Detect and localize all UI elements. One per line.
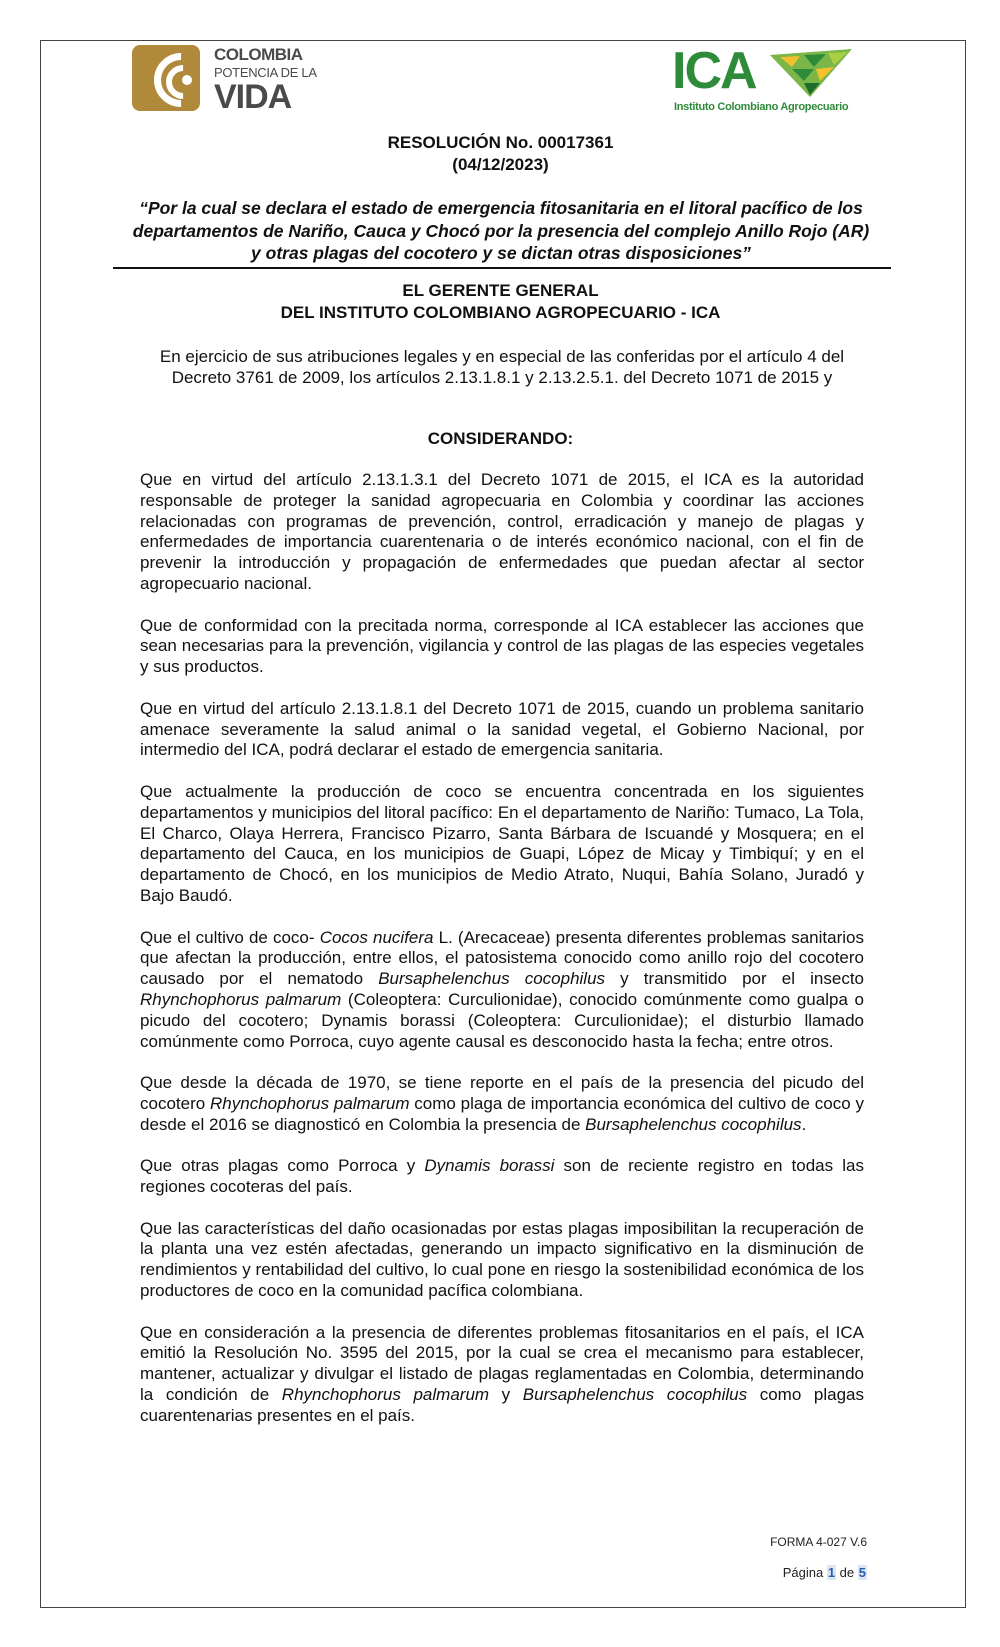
ica-logo-name: ICA (672, 42, 756, 100)
paragraph-7: Que otras plagas como Porroca y Dynamis borassi son de reciente registro en todas las regiones cocoteras del país. (140, 1156, 864, 1197)
paragraph-2: Que de conformidad con la precitada norma, corresponde al ICA establecer las acciones que sean necesarias para la prevención, vigilancia y control de las plagas de las especies vegetales y sus productos. (140, 615, 864, 677)
species-name: Bursaphelenchus cocophilus (378, 969, 606, 989)
logo-left-line1: COLOMBIA (214, 45, 303, 64)
logo-left-line2: POTENCIA DE LA (214, 65, 317, 80)
species-name: Rhynchophorus palmarum (210, 1093, 410, 1113)
form-code: FORMA 4-027 V.6 (770, 1535, 867, 1549)
colombia-logo-mark-icon (132, 45, 200, 111)
paragraph-1: Que en virtud del artículo 2.13.1.3.1 del Decreto 1071 de 2015, el ICA es la autoridad responsable de proteger la sanidad agropecuaria en Colombia y coordinar las acciones relacionadas con programas de prevención, control, erradicación y manejo de plagas y enfermedades de importancia cuarentenaria o de interés económico nacional, con el fin de prevenir la introducción y propagación de enfermedades que puedan afectar al sector agropecuario nacional. (140, 470, 864, 593)
considerations-body (140, 470, 864, 1447)
ica-leaf-icon (770, 49, 852, 97)
paragraph-6: Que desde la década de 1970, se tiene reporte en el país de la presencia del picudo del cocotero Rhynchophorus palmarum como plaga de importancia económica del cultivo de coco y desde el 2016 se diagnosticó en Colombia la presencia de Bursaphelenchus cocophilus. (140, 1073, 864, 1134)
page-current: 1 (827, 1565, 836, 1580)
species-name: Rhynchophorus palmarum (281, 1385, 490, 1405)
legal-powers: En ejercicio de sus atribuciones legales y en especial de las conferidas por el artículo 4 del Decreto 3761 de 2009, los artículos 2.13.1.8.1 y 2.13.2.5.1. del Decreto 1071 de 2015 y (159, 347, 845, 387)
paragraph-4: Que actualmente la producción de coco se encuentra concentrada en los siguientes departamentos y municipios del litoral pacífico: En el departamento de Nariño: Tumaco, La Tola, El Charco, Olaya Herrera, Francisco Pizarro, Santa Bárbara de Iscuandé y Mosquera; en el departamento del Cauca, en los municipios de Guapi, López de Micay y Timbiquí; y en el departamento de Chocó, en los municipios de Medio Atrato, Nuqui, Bahía Solano, Juradó y Bajo Baudó. (140, 781, 864, 905)
page-number: Página 1 de 5 (782, 1565, 866, 1580)
resolution-number: RESOLUCIÓN No. 00017361 (387, 133, 614, 152)
species-name: Dynamis borassi (424, 1156, 555, 1176)
ica-logo (672, 42, 862, 115)
colombia-potencia-logo (132, 45, 332, 115)
page-total: 5 (858, 1565, 866, 1580)
resolution-subject: “Por la cual se declara el estado de emergencia fitosanitaria en el litoral pacífico de los departamentos de Nariño, Cauca y Chocó por la presencia del complejo Anillo Rojo (AR) y otras plagas del cocotero y se dictan otras disposiciones” (132, 198, 870, 263)
resolution-date: (04/12/2023) (452, 155, 549, 174)
paragraph-5: Que el cultivo de coco- Cocos nucifera L. (Arecaceae) presenta diferentes problemas sanitarios que afectan la producción, entre ellos, el patosistema conocido como anillo rojo del cocotero causado por el nematodo Bursaphelenchus cocophilus y transmitido por el insecto Rhynchophorus palmarum (Coleoptera: Curculionidae), conocido comúnmente como gualpa o picudo del cocotero; Dynamis borassi (Coleoptera: Curculionidae); el disturbio llamado comúnmente como Porroca, cuyo agente causal es desconocido hasta la fecha; entre otros. (140, 927, 864, 1051)
paragraph-8: Que las características del daño ocasionadas por estas plagas imposibilitan la recuperación de la planta una vez estén afectadas, generando un impacto significativo en la disminución de rendimientos y rentabilidad del cultivo, lo cual pone en riesgo la sostenibilidad económica de los productores de coco en la comunidad pacífica colombiana. (140, 1218, 864, 1301)
species-name: Cocos nucifera (319, 927, 434, 947)
paragraph-9: Que en consideración a la presencia de diferentes problemas fitosanitarios en el país, el ICA emitió la Resolución No. 3595 del 2015, por la cual se crea el mecanismo para establecer, mantener, actualizar y divulgar el listado de plagas reglamentadas en Colombia, determinando la condición de Rhynchophorus palmarum y Bursaphelenchus cocophilus como plagas cuarentenarias presentes en el país. (140, 1322, 864, 1425)
logo-left-line3: VIDA (214, 78, 292, 116)
considerando-heading: CONSIDERANDO: (427, 429, 574, 448)
species-name: Rhynchophorus palmarum (140, 989, 342, 1009)
header-divider (113, 267, 891, 269)
paragraph-3: Que en virtud del artículo 2.13.1.8.1 del Decreto 1071 de 2015, cuando un problema sanitario amenace severamente la salud animal o la sanidad vegetal, el Gobierno Nacional, por intermedio del ICA, podrá declarar el estado de emergencia sanitaria. (140, 698, 864, 760)
species-name: Bursaphelenchus cocophilus (522, 1385, 748, 1405)
officer-line2: DEL INSTITUTO COLOMBIANO AGROPECUARIO - ICA (280, 303, 721, 322)
ica-logo-subtitle: Instituto Colombiano Agropecuario (674, 101, 849, 113)
species-name: Bursaphelenchus cocophilus (585, 1114, 802, 1134)
issuing-officer (113, 280, 888, 324)
officer-line1: EL GERENTE GENERAL (402, 281, 599, 300)
